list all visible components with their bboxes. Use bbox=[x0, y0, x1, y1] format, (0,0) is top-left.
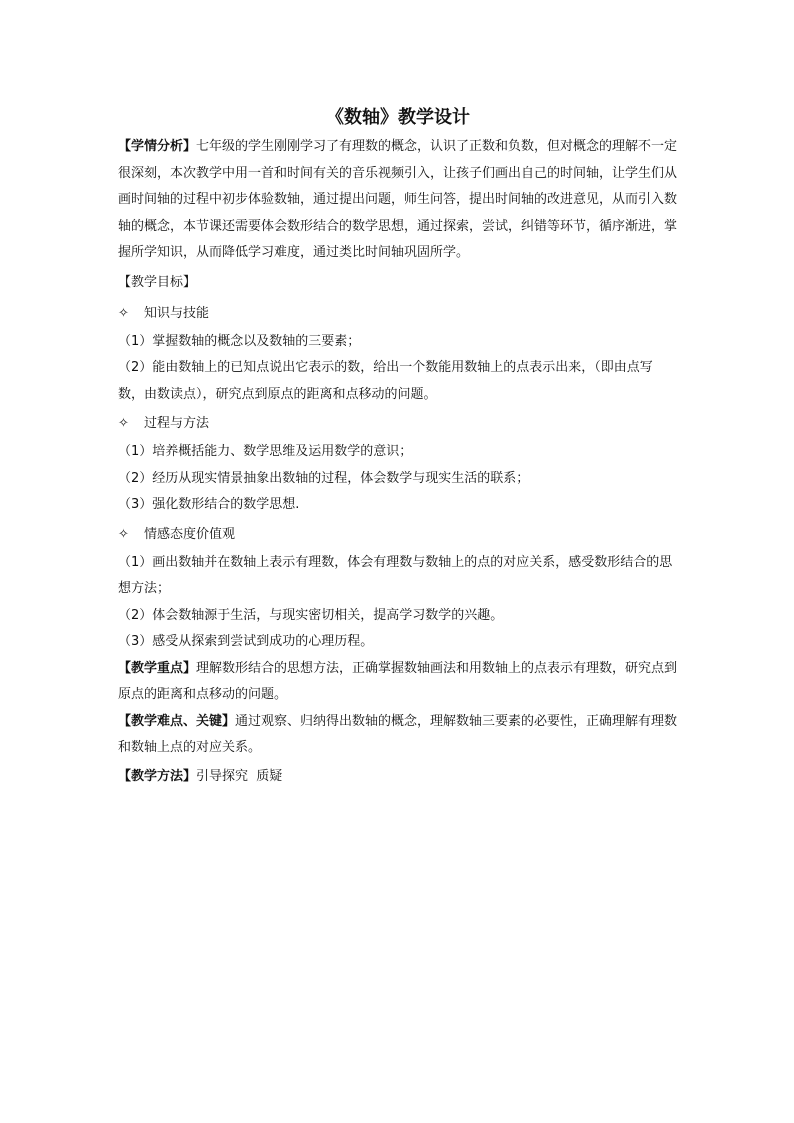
page-title: 《数轴》教学设计 bbox=[326, 107, 470, 128]
methods-paragraph bbox=[118, 764, 678, 791]
list-item: （2）体会数轴源于生活，与现实密切相关，提高学习数学的兴趣。 bbox=[118, 607, 504, 623]
goals-heading bbox=[118, 267, 678, 298]
diamond-bullet-icon: ✧ bbox=[118, 305, 129, 321]
section-title: 过程与方法 bbox=[144, 416, 210, 431]
section-heading bbox=[118, 519, 678, 550]
section-heading bbox=[118, 408, 678, 439]
list-item: （2）能由数轴上的已知点说出它表示的数，给出一个数能用数轴上的点表示出来，（即由点写数，由数读点），研究点到原点的距离和点移动的问题。 bbox=[118, 360, 653, 402]
list-item: （2）经历从现实情景抽象出数轴的过程，体会数学与现实生活的联系； bbox=[118, 470, 530, 486]
list-item: （1）培养概括能力、数学思维及运用数学的意识； bbox=[118, 444, 413, 459]
section-title: 情感态度价值观 bbox=[144, 526, 236, 542]
methods-label: 【教学方法】 bbox=[118, 768, 197, 784]
key-points-text: 理解数形结合的思想方法，正确掌握数轴画法和用数轴上的点表示有理数，研究点到原点的距离和点移动的问题。 bbox=[118, 660, 678, 702]
list-item: （3）强化数形结合的数学思想. bbox=[118, 497, 300, 512]
difficulties-label: 【教学难点、关键】 bbox=[118, 713, 236, 729]
list-item: （1）掌握数轴的概念以及数轴的三要素； bbox=[118, 333, 361, 349]
goals-label: 【教学目标】 bbox=[118, 274, 197, 290]
key-points-paragraph bbox=[118, 656, 678, 709]
section-heading bbox=[118, 298, 678, 329]
analysis-paragraph bbox=[118, 134, 678, 267]
list-item: （3）感受从探索到尝试到成功的心理历程。 bbox=[118, 634, 374, 649]
document-body bbox=[118, 104, 678, 790]
difficulties-text: 通过观察、归纳得出数轴的概念，理解数轴三要素的必要性，正确理解有理数和数轴上点的对应关系。 bbox=[118, 713, 678, 755]
difficulties-paragraph bbox=[118, 709, 678, 762]
methods-text: 引导探究 质疑 bbox=[196, 768, 283, 784]
analysis-label: 【学情分析】 bbox=[118, 139, 197, 154]
section-title: 知识与技能 bbox=[144, 305, 210, 321]
key-points-label: 【教学重点】 bbox=[118, 660, 197, 676]
diamond-bullet-icon: ✧ bbox=[118, 416, 129, 431]
list-item: （1）画出数轴并在数轴上表示有理数，体会有理数与数轴上的点的对应关系，感受数形结合的思想方法； bbox=[118, 554, 673, 596]
analysis-text: 七年级的学生刚刚学习了有理数的概念，认识了正数和负数，但对概念的理解不一定很深刻，本次教学中用一首和时间有关的音乐视频引入，让孩子们画出自己的时间轴，让学生们从画时间轴的过程中初步体验数轴，通过提出问题，师生问答，提出时间轴的改进意见，从而引入数轴的概念，本节课还需要体会数形结合的数学思想，通过探索，尝试，纠错等环节，循序渐进，掌握所学知识，从而降低学习难度，通过类比时间轴巩固所学。 bbox=[118, 139, 678, 260]
diamond-bullet-icon: ✧ bbox=[118, 526, 129, 542]
